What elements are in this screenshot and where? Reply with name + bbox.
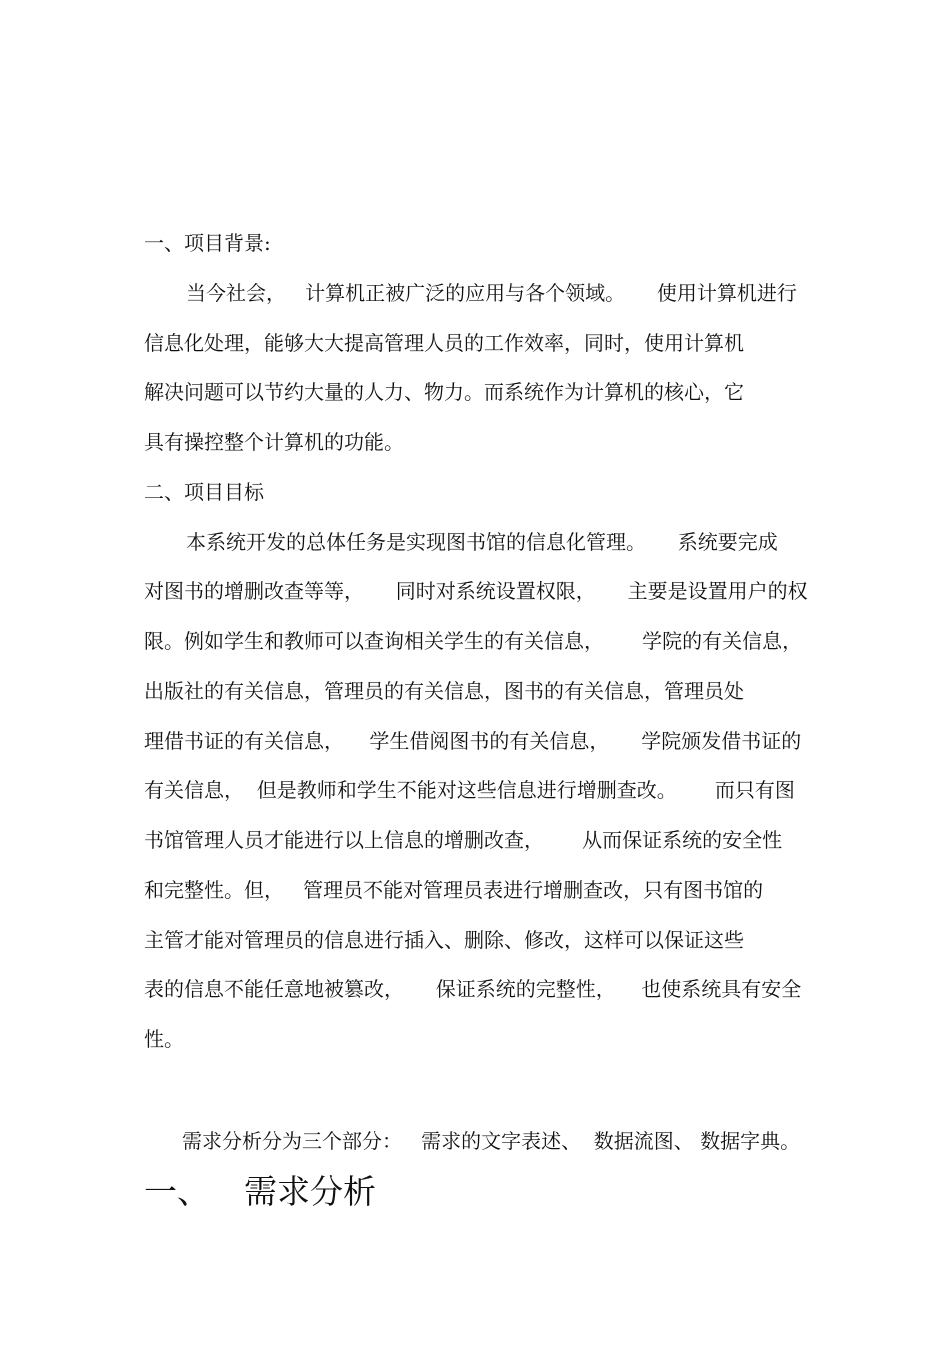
section2-heading: 二、项目目标 <box>144 480 264 504</box>
section2-paragraph-line: 限。例如学生和教师可以查询相关学生的有关信息， 学院的有关信息， <box>144 629 803 653</box>
summary-line: 需求分析分为三个部分： 需求的文字表述、 数据流图、 数据字典。 <box>182 1129 801 1153</box>
section2-paragraph-line: 对图书的增删改查等等， 同时对系统设置权限， 主要是设置用户的权 <box>144 579 808 603</box>
section2-paragraph-line: 有关信息， 但是教师和学生不能对这些信息进行增删查改。 而只有图 <box>144 778 795 802</box>
section2-paragraph-line: 表的信息不能任意地被篡改， 保证系统的完整性， 也使系统具有安全 <box>144 977 802 1001</box>
section1-paragraph-line: 解决问题可以节约大量的人力、物力。而系统作为计算机的核心，它 <box>144 380 744 404</box>
section2-paragraph-line: 出版社的有关信息，管理员的有关信息，图书的有关信息，管理员处 <box>144 679 744 703</box>
section2-paragraph-line: 性。 <box>144 1027 184 1051</box>
section1-heading: 一、项目背景: <box>144 231 271 255</box>
section2-paragraph-line: 理借书证的有关信息， 学生借阅图书的有关信息， 学院颁发借书证的 <box>144 729 802 753</box>
chapter-title: 需求分析 <box>244 1172 376 1211</box>
section2-paragraph-line: 主管才能对管理员的信息进行插入、删除、修改，这样可以保证这些 <box>144 928 744 952</box>
section1-paragraph-line: 信息化处理，能够大大提高管理人员的工作效率，同时，使用计算机 <box>144 331 744 355</box>
section2-paragraph-line: 本系统开发的总体任务是实现图书馆的信息化管理。 系统要完成 <box>186 530 778 554</box>
section1-paragraph-line: 具有操控整个计算机的功能。 <box>144 430 404 454</box>
chapter-number: 一、 <box>144 1172 210 1211</box>
section2-paragraph-line: 书馆管理人员才能进行以上信息的增删改查， 从而保证系统的安全性 <box>144 828 783 852</box>
section2-paragraph-line: 和完整性。但， 管理员不能对管理员表进行增删查改，只有图书馆的 <box>144 878 764 902</box>
section1-paragraph-line: 当今社会， 计算机正被广泛的应用与各个领域。 使用计算机进行 <box>186 281 797 305</box>
